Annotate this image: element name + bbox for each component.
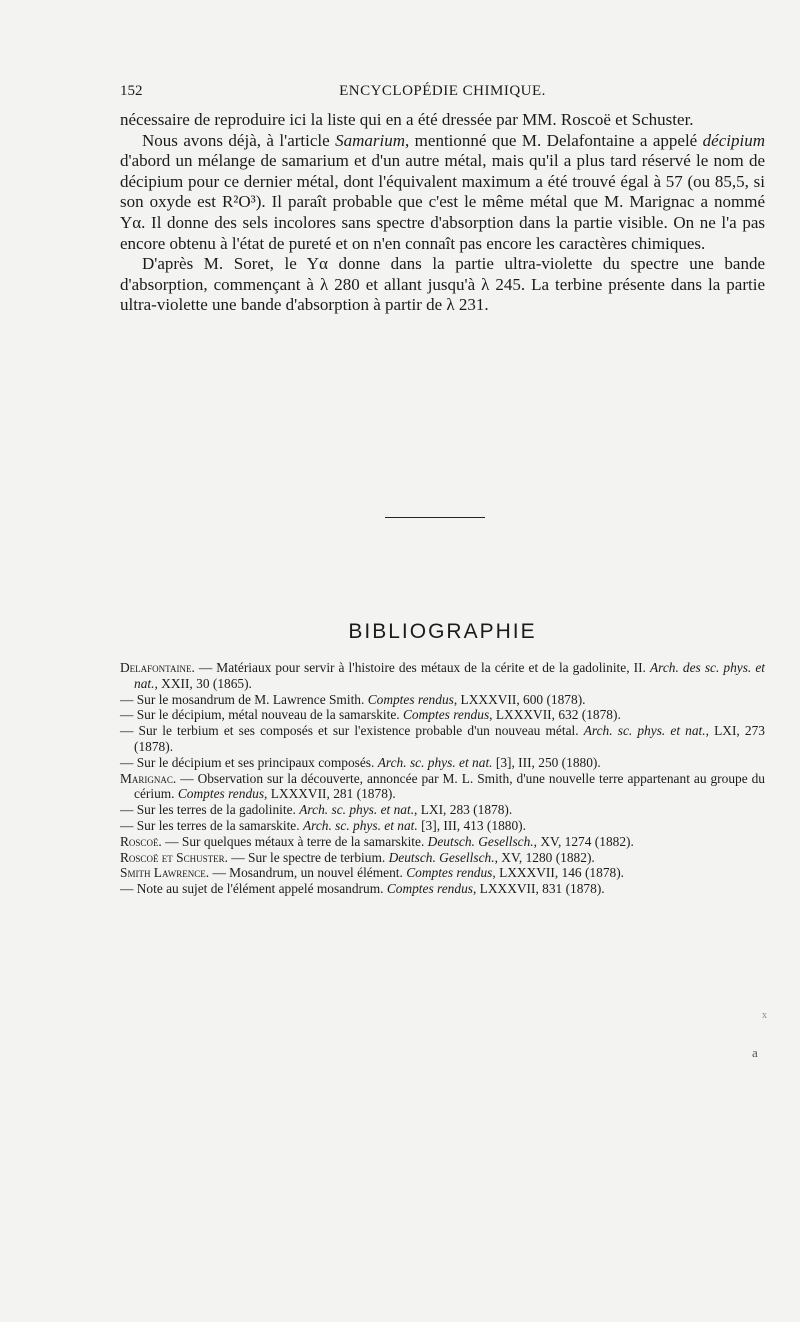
italic-text: Comptes rendus (367, 691, 454, 707)
bibliography-entry (120, 723, 765, 755)
text-run: , mentionné que M. Delafontaine a appelé (405, 130, 703, 150)
author-name: Roscoë. (120, 833, 162, 849)
text-run: d'abord un mélange de samarium et d'un autre métal, mais qu'il a plus tard réservé le nom de décipium pour ce dernier métal, dont l'équivalent maximum a été trouvé égal à 57 (ou 85,5, si son oxyde est R²O³). Il paraît probable que c'est le même métal que M. Marignac a nommé Yα. Il donne des sels incolores sans spectre d'absorption dans la partie visible. On ne l'a pas encore obtenu à l'état de pureté et on n'en connaît pas encore les caractères chimiques. (120, 151, 765, 253)
italic-text: décipium (702, 130, 765, 150)
text-run: — Mosandrum, un nouvel élément. (209, 865, 407, 881)
text-run: [3], III, 413 (1880). (417, 817, 526, 833)
author-name: Roscoë et Schuster. (120, 849, 228, 865)
author-name: Marignac. (120, 770, 177, 786)
text-run: — Sur les terres de la samarskite. (120, 817, 303, 833)
bibliography-entry (120, 818, 765, 834)
bibliography-entry (120, 834, 765, 850)
italic-text: Deutsch. Gesellsch. (388, 849, 495, 865)
italic-text: Arch. sc. phys. et nat. (583, 723, 706, 739)
text-run: , XV, 1274 (1882). (533, 833, 634, 849)
page-header (120, 83, 765, 105)
text-run: — Matériaux pour servir à l'histoire des métaux de la cérite et de la gadolinite, II. (194, 660, 650, 675)
text-run: [3], III, 250 (1880). (492, 754, 601, 770)
text-run: — Note au sujet de l'élément appelé mosandrum. (120, 881, 387, 897)
italic-text: Comptes rendus (402, 707, 490, 723)
section-divider (385, 517, 485, 518)
text-run: , LXXXVII, 146 (1878). (492, 865, 625, 881)
text-run: — Sur les terres de la gadolinite. (120, 802, 300, 818)
text-run: , XV, 1280 (1882). (494, 849, 595, 865)
italic-text: Arch. sc. phys. et nat. (377, 754, 493, 770)
bibliography-entry (120, 692, 765, 708)
italic-text: Comptes rendus (177, 786, 265, 802)
bibliography-entry (120, 881, 765, 897)
bibliography-entry (120, 707, 765, 723)
text-run: D'après M. Soret, le Yα donne dans la partie ultra-violette du spectre une bande d'absorption, commençant à λ 280 et allant jusqu'à λ 245. La terbine présente dans la partie ultra-violette une bande d'absorption à partir de λ 231. (120, 254, 765, 315)
bibliography-entry (120, 865, 765, 881)
italic-text: Arch. sc. phys. et nat. (302, 817, 418, 833)
bibliography-entry (120, 660, 765, 692)
text-run: , XXII, 30 (1865). (154, 675, 252, 691)
text-run: , LXXXVII, 632 (1878). (489, 707, 621, 723)
bibliography-entry (120, 850, 765, 866)
italic-text: Arch. sc. phys. et nat. (299, 802, 415, 818)
text-run: , LXI, 283 (1878). (414, 802, 513, 818)
text-run: Nous avons déjà, à l'article (142, 130, 336, 150)
text-run: — Sur le mosandrum de M. Lawrence Smith. (120, 691, 368, 707)
italic-text: Samarium (335, 130, 405, 150)
author-name: Smith Lawrence. (120, 865, 210, 881)
text-run: , LXI, 273 (1878). (134, 723, 765, 754)
paragraph (120, 131, 765, 255)
text-run: — Sur le décipium et ses principaux composés. (120, 754, 378, 770)
text-run: , LXXXVII, 600 (1878). (453, 691, 586, 707)
text-run: — Observation sur la découverte, annoncée par M. L. Smith, d'une nouvelle terre appartenant au groupe du cérium. (134, 770, 765, 802)
bibliography-entry (120, 802, 765, 818)
page-number: 152 (120, 83, 143, 99)
body-text (120, 110, 765, 316)
running-title: ENCYCLOPÉDIE CHIMIQUE. (339, 83, 546, 99)
author-name: Delafontaine. (120, 660, 195, 675)
text-run: , LXXXVII, 831 (1878). (472, 881, 605, 897)
bibliography-entry (120, 771, 765, 803)
paragraph (120, 254, 765, 316)
text-run: — Sur quelques métaux à terre de la samarskite. (161, 833, 428, 849)
text-run: — Sur le décipium, métal nouveau de la samarskite. (120, 707, 403, 723)
text-run: nécessaire de reproduire ici la liste qui en a été dressée par MM. Roscoë et Schuster. (120, 110, 694, 129)
bibliography-entry (120, 755, 765, 771)
text-run: , LXXXVII, 281 (1878). (264, 786, 396, 802)
paragraph (120, 110, 765, 131)
italic-text: Deutsch. Gesellsch. (427, 833, 534, 849)
bibliography-heading: BIBLIOGRAPHIE (348, 620, 537, 643)
text-run: — Sur le terbium et ses composés et sur l'existence probable d'un nouveau métal. (120, 723, 584, 739)
margin-mark-a: a (752, 1045, 758, 1060)
italic-text: Comptes rendus (386, 881, 473, 897)
italic-text: Comptes rendus (406, 865, 493, 881)
text-run: — Sur le spectre de terbium. (227, 849, 389, 865)
italic-text: Arch. des sc. phys. et nat. (134, 660, 766, 691)
bibliography-list (120, 660, 765, 897)
margin-mark-b: x (762, 1010, 767, 1021)
